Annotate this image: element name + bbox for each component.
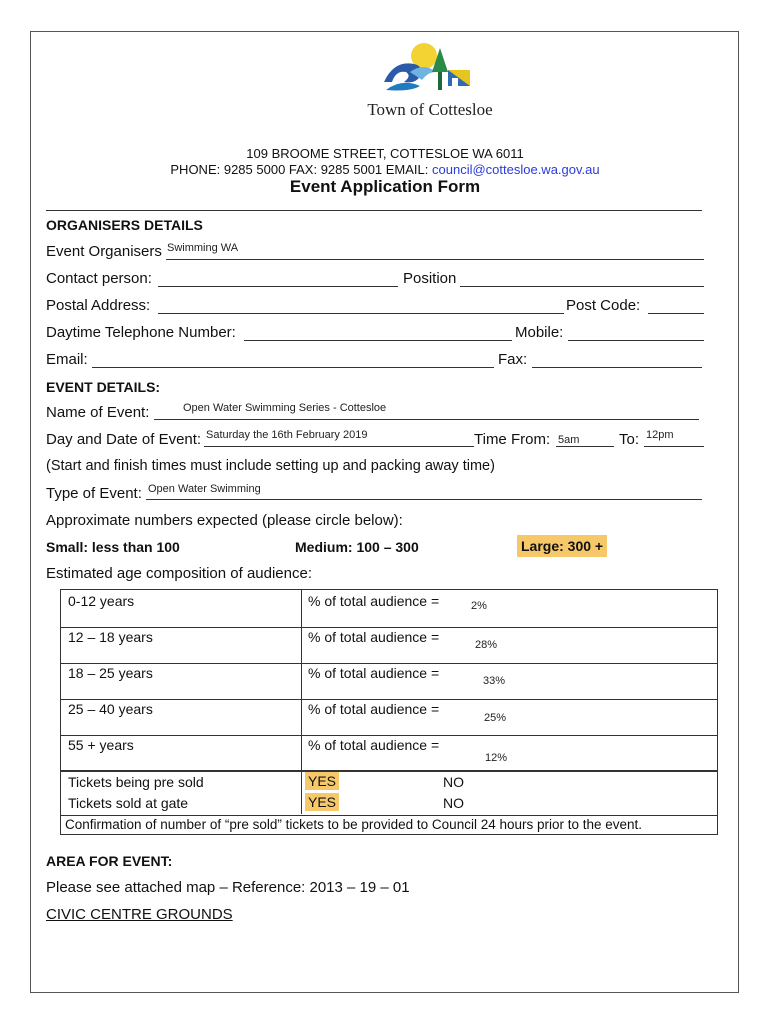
table-divider: [61, 735, 717, 736]
table-row-pct-label: % of total audience =: [308, 701, 440, 717]
table-row-pct-label: % of total audience =: [308, 665, 440, 681]
fax-field[interactable]: [532, 351, 702, 368]
organisers-heading: ORGANISERS DETAILS: [46, 217, 203, 233]
area-map-reference: Please see attached map – Reference: 2013 – 19 – 01: [46, 879, 410, 896]
table-divider: [61, 663, 717, 664]
table-divider: [61, 627, 717, 628]
time-from-field[interactable]: [556, 431, 614, 447]
tickets-table: [60, 771, 718, 835]
fax-label: Fax:: [498, 351, 528, 368]
postal-address-label: Postal Address:: [46, 297, 151, 314]
tickets-confirmation-note: Confirmation of number of “pre sold” tickets to be provided to Council 24 hours prior to the event.: [65, 817, 643, 832]
table-row-value[interactable]: 25%: [484, 712, 507, 724]
table-row-range: 55 + years: [68, 737, 134, 753]
post-code-field[interactable]: [648, 297, 704, 314]
mobile-field[interactable]: [568, 324, 704, 341]
table-row-range: 12 – 18 years: [68, 629, 153, 645]
size-small[interactable]: Small: less than 100: [46, 539, 180, 555]
tickets-pre-sold-yes-selected[interactable]: YES: [305, 772, 339, 790]
table-divider: [61, 815, 717, 816]
tickets-pre-sold-no[interactable]: NO: [443, 774, 464, 790]
table-divider: [301, 590, 302, 770]
time-from-value: 5am: [558, 434, 580, 446]
age-composition-table: [60, 589, 718, 771]
event-date-value: Saturday the 16th February 2019: [206, 429, 368, 441]
event-type-field[interactable]: [146, 485, 702, 500]
title-divider: [46, 210, 702, 211]
table-row-pct-label: % of total audience =: [308, 593, 440, 609]
size-medium[interactable]: Medium: 100 – 300: [295, 539, 419, 555]
table-row-range: 18 – 25 years: [68, 665, 153, 681]
council-contact: [0, 162, 770, 177]
area-grounds: CIVIC CENTRE GROUNDS: [46, 906, 233, 923]
time-from-label: Time From:: [474, 431, 551, 448]
table-divider: [61, 699, 717, 700]
event-type-value: Open Water Swimming: [148, 483, 261, 495]
town-logo: [380, 42, 480, 96]
logo-graphic-icon: [380, 42, 480, 96]
post-code-label: Post Code:: [566, 297, 641, 314]
contact-person-label: Contact person:: [46, 270, 152, 287]
table-row-value[interactable]: 12%: [485, 752, 508, 764]
time-to-label: To:: [619, 431, 640, 448]
table-row-value[interactable]: 33%: [483, 675, 506, 687]
event-type-label: Type of Event:: [46, 485, 142, 502]
tickets-gate-label: Tickets sold at gate: [68, 795, 189, 811]
mobile-label: Mobile:: [515, 324, 564, 341]
position-field[interactable]: [460, 270, 704, 287]
tickets-pre-sold-label: Tickets being pre sold: [68, 774, 204, 790]
logo-wordmark: Town of Cottesloe: [367, 100, 493, 119]
event-name-field[interactable]: [154, 404, 699, 420]
table-row-range: 25 – 40 years: [68, 701, 153, 717]
council-address: 109 BROOME STREET, COTTESLOE WA 6011: [246, 146, 524, 161]
table-row-pct-label: % of total audience =: [308, 737, 440, 753]
event-details-heading: EVENT DETAILS:: [46, 379, 161, 395]
event-name-value: Open Water Swimming Series - Cottesloe: [183, 402, 387, 414]
time-to-field[interactable]: [644, 431, 704, 447]
email-field[interactable]: [92, 351, 494, 368]
email-label: Email:: [46, 351, 88, 368]
table-row-value[interactable]: 28%: [475, 639, 498, 651]
contact-details: PHONE: 9285 5000 FAX: 9285 5001 EMAIL:: [170, 162, 432, 177]
table-row-range: 0-12 years: [68, 593, 135, 609]
size-large-selected[interactable]: Large: 300 +: [517, 535, 607, 557]
table-row-pct-label: % of total audience =: [308, 629, 440, 645]
tickets-gate-no[interactable]: NO: [443, 795, 464, 811]
event-name-label: Name of Event:: [46, 404, 150, 421]
numbers-prompt: Approximate numbers expected (please circle below):: [46, 512, 403, 529]
position-label: Position: [403, 270, 457, 287]
event-organisers-value: Swimming WA: [167, 242, 239, 254]
tickets-gate-yes-selected[interactable]: YES: [305, 793, 339, 811]
contact-person-field[interactable]: [158, 270, 398, 287]
times-note: (Start and finish times must include setting up and packing away time): [46, 458, 495, 474]
table-row-value[interactable]: 2%: [471, 600, 487, 612]
council-email-link[interactable]: council@cottesloe.wa.gov.au: [432, 162, 600, 177]
age-prompt: Estimated age composition of audience:: [46, 565, 312, 582]
daytime-phone-field[interactable]: [244, 324, 512, 341]
daytime-phone-label: Daytime Telephone Number:: [46, 324, 236, 341]
form-title: Event Application Form: [289, 177, 481, 196]
event-date-label: Day and Date of Event:: [46, 431, 202, 448]
event-organisers-label: Event Organisers: [46, 243, 162, 260]
table-divider: [301, 772, 302, 814]
time-to-value: 12pm: [646, 429, 674, 441]
area-heading: AREA FOR EVENT:: [46, 853, 173, 869]
postal-address-field[interactable]: [158, 297, 564, 314]
event-date-field[interactable]: [204, 431, 474, 447]
event-organisers-field[interactable]: [166, 243, 704, 260]
